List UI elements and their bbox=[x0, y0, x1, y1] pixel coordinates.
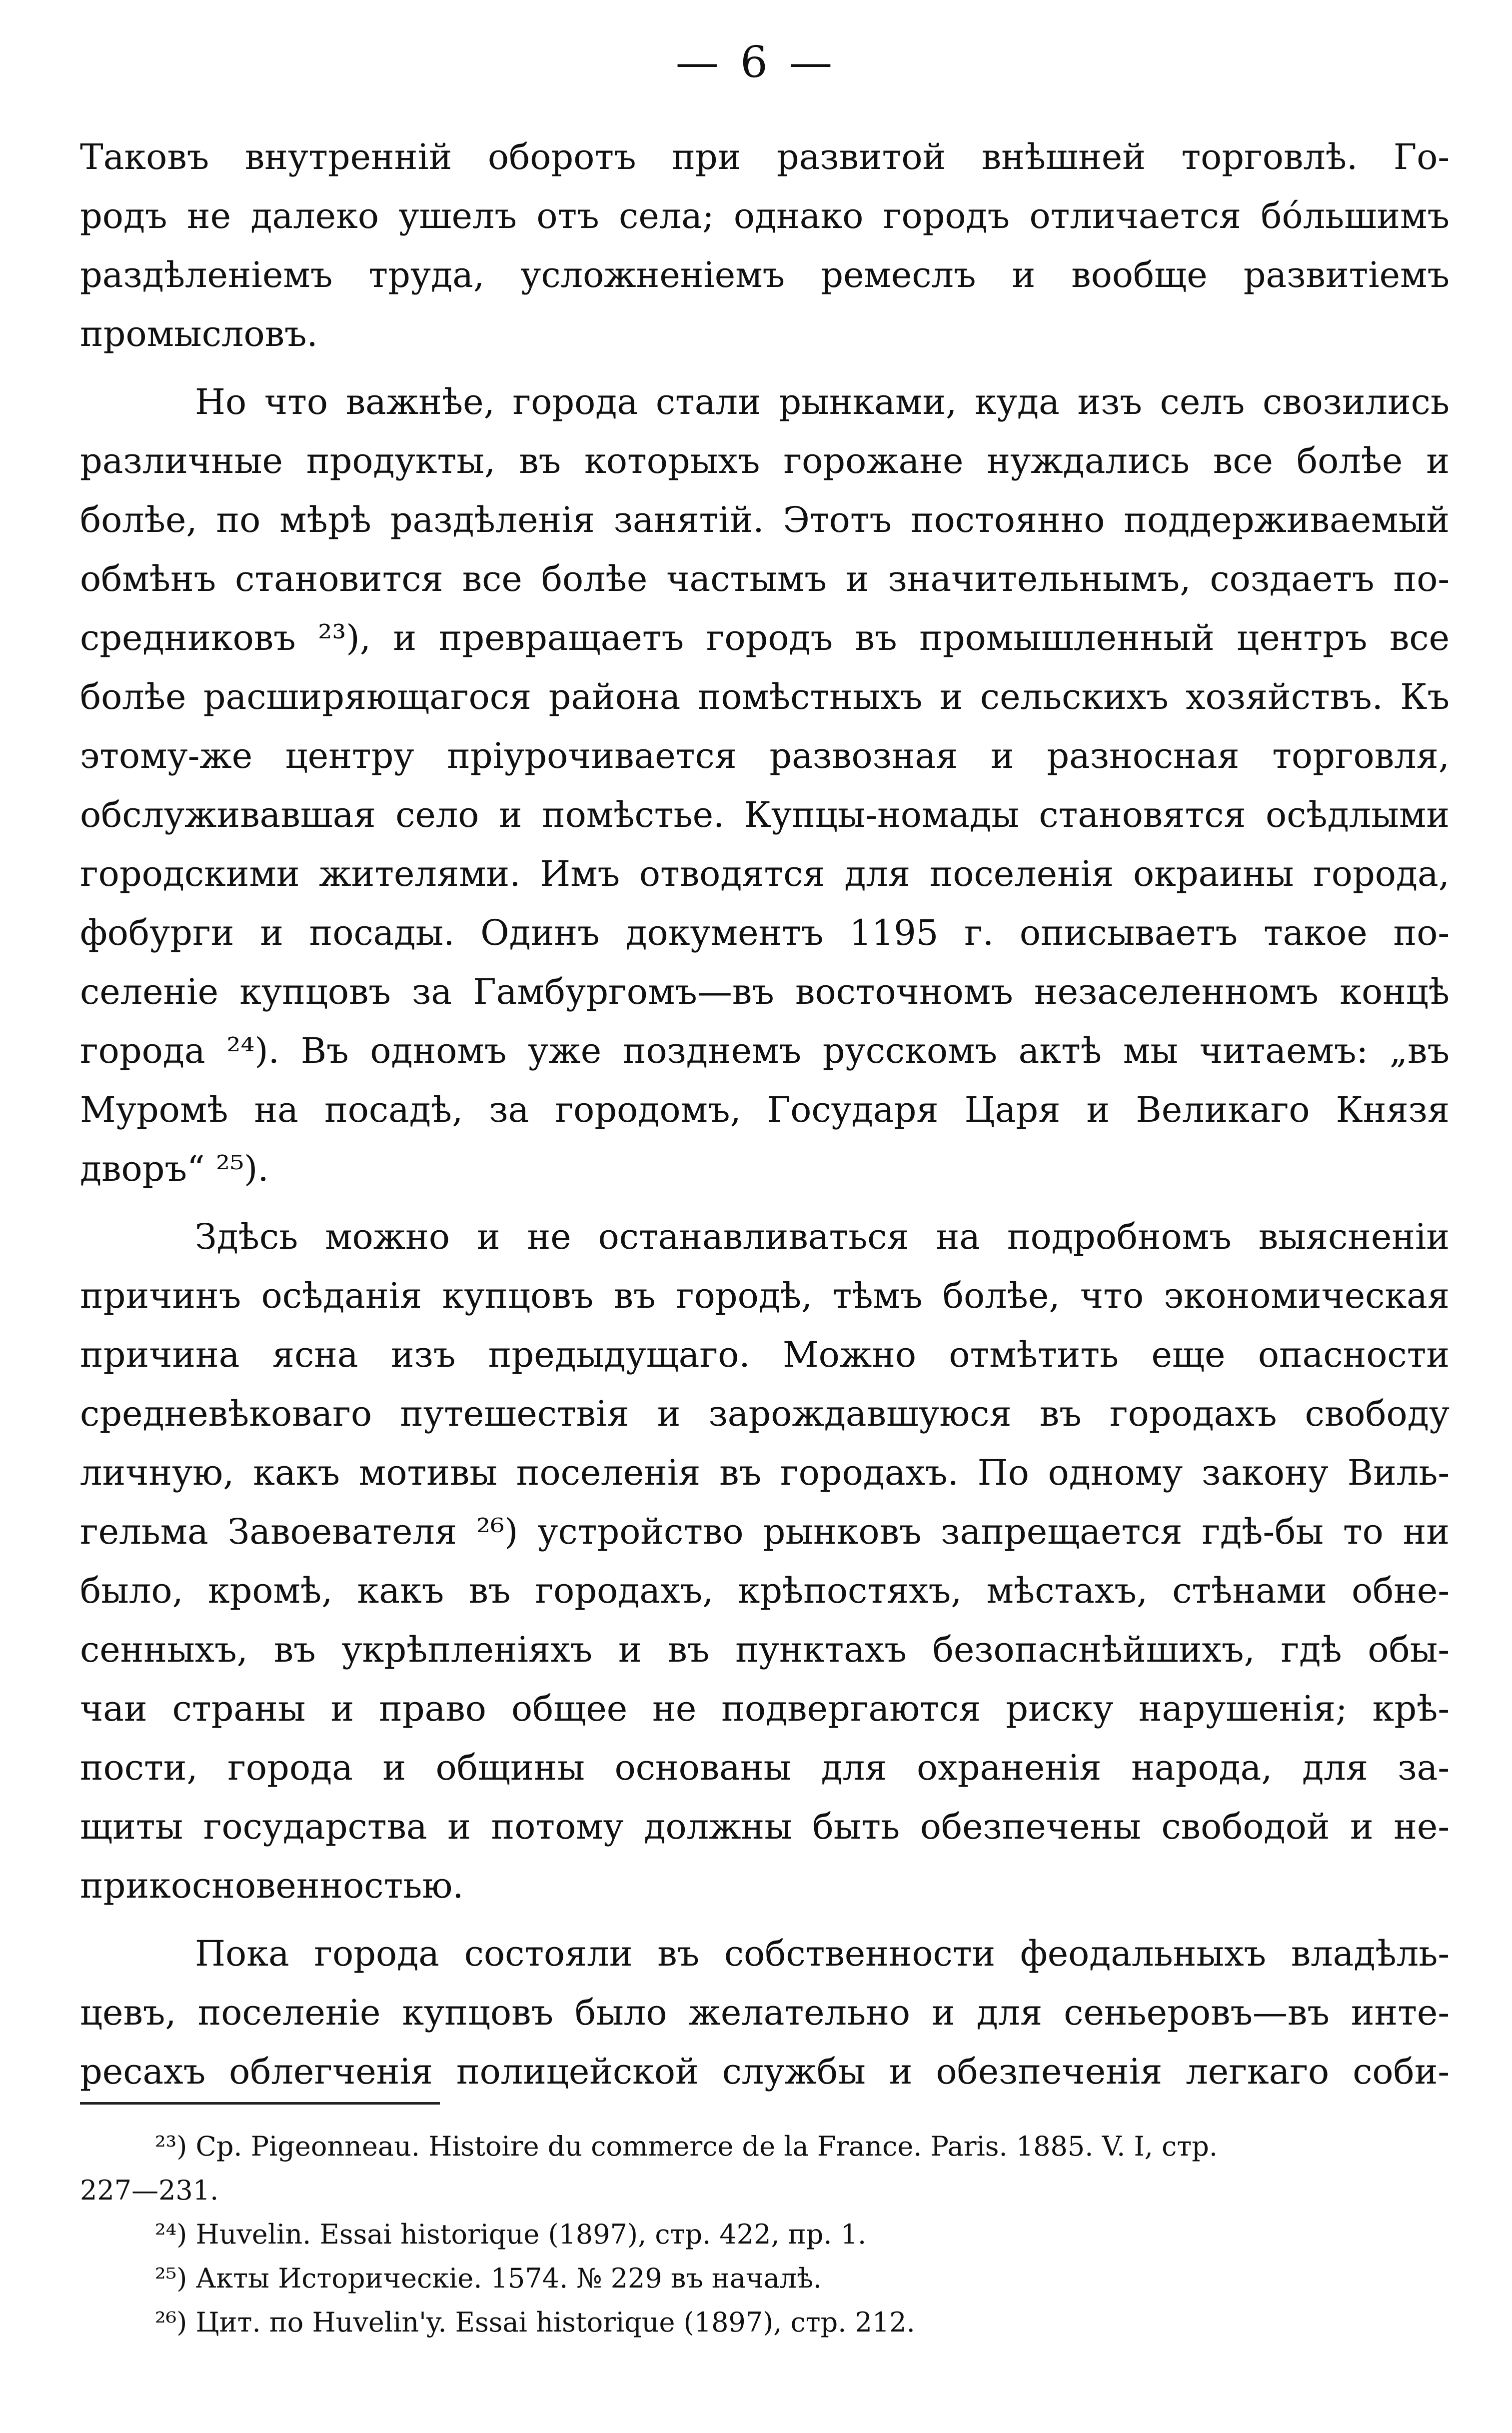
text-line: города ²⁴). Въ одномъ уже позднемъ русскомъ актѣ мы читаемъ: „въ bbox=[80, 1030, 1450, 1071]
text-line: Муромѣ на посадѣ, за городомъ, Государя Царя и Великаго Князя bbox=[80, 1089, 1450, 1130]
text-line: прикосновенностью. bbox=[80, 1865, 464, 1906]
text-line: Но что важнѣе, города стали рынками, куда изъ селъ свозились bbox=[195, 381, 1450, 422]
text-line: Таковъ внутренній оборотъ при развитой внѣшней торговлѣ. Го- bbox=[80, 136, 1450, 177]
text-line: селеніе купцовъ за Гамбургомъ—въ восточномъ незаселенномъ концѣ bbox=[80, 971, 1450, 1012]
text-line: было, кромѣ, какъ въ городахъ, крѣпостяхъ, мѣстахъ, стѣнами обне- bbox=[80, 1570, 1450, 1611]
text-line: гельма Завоевателя ²⁶) устройство рынковъ запрещается гдѣ-бы то ни bbox=[80, 1511, 1450, 1552]
text-line: чаи страны и право общее не подвергаются риску нарушенія; крѣ- bbox=[80, 1688, 1450, 1729]
footnote-24: ²⁴) Huvelin. Essai historique (1897), стр. 422, пр. 1. bbox=[155, 2219, 867, 2250]
text-line: ресахъ облегченія полицейской службы и обезпеченія легкаго соби- bbox=[80, 2051, 1450, 2092]
text-line: причинъ осѣданія купцовъ въ городѣ, тѣмъ болѣе, что экономическая bbox=[80, 1275, 1450, 1316]
text-line: щиты государства и потому должны быть обезпечены свободой и не- bbox=[80, 1806, 1450, 1847]
paragraph-4 bbox=[80, 1924, 1450, 2101]
text-line: болѣе, по мѣрѣ раздѣленія занятій. Этотъ постоянно поддерживаемый bbox=[80, 499, 1450, 540]
footnote-23-continuation: 227—231. bbox=[80, 2175, 219, 2206]
page-number: — 6 — bbox=[675, 37, 837, 87]
text-line: болѣе расширяющагося района помѣстныхъ и сельскихъ хозяйствъ. Къ bbox=[80, 676, 1450, 717]
footnote-25: ²⁵) Акты Историческіе. 1574. № 229 въ началѣ. bbox=[155, 2263, 822, 2294]
text-line: родъ не далеко ушелъ отъ села; однако городъ отличается бóльшимъ bbox=[80, 195, 1450, 236]
footnote-divider bbox=[80, 2102, 440, 2105]
text-line: цевъ, поселеніе купцовъ было желательно и для сеньеровъ—въ инте- bbox=[80, 1992, 1450, 2033]
footnote-23: ²³) Ср. Pigeonneau. Histoire du commerce de la France. Paris. 1885. V. I, стр. bbox=[155, 2131, 1218, 2162]
text-line: дворъ“ ²⁵). bbox=[80, 1148, 269, 1189]
text-line: промысловъ. bbox=[80, 313, 318, 354]
text-line: Пока города состояли въ собственности феодальныхъ владѣль- bbox=[195, 1933, 1450, 1974]
text-line: средневѣковаго путешествія и зарождавшуюся въ городахъ свободу bbox=[80, 1393, 1450, 1434]
text-line: сенныхъ, въ укрѣпленіяхъ и въ пунктахъ безопаснѣйшихъ, гдѣ обы- bbox=[80, 1629, 1450, 1670]
paragraph-2 bbox=[80, 372, 1450, 1198]
main-text bbox=[80, 127, 1450, 2101]
text-line: раздѣленіемъ труда, усложненіемъ ремеслъ и вообще развитіемъ bbox=[80, 254, 1450, 295]
text-line: пости, города и общины основаны для охраненія народа, для за- bbox=[80, 1747, 1450, 1788]
paragraph-1 bbox=[80, 127, 1450, 363]
footnote-26: ²⁶) Цит. по Huvelin'y. Essai historique (1897), стр. 212. bbox=[155, 2307, 915, 2338]
text-line: причина ясна изъ предыдущаго. Можно отмѣтить еще опасности bbox=[80, 1334, 1450, 1375]
text-line: Здѣсь можно и не останавливаться на подробномъ выясненіи bbox=[195, 1216, 1450, 1257]
text-line: обслуживавшая село и помѣстье. Купцы-номады становятся осѣдлыми bbox=[80, 794, 1450, 835]
footnotes bbox=[80, 2125, 1450, 2345]
text-line: городскими жителями. Имъ отводятся для поселенія окраины города, bbox=[80, 853, 1450, 894]
text-line: различные продукты, въ которыхъ горожане нуждались все болѣе и bbox=[80, 440, 1450, 481]
text-line: этому-же центру пріурочивается развозная и разносная торговля, bbox=[80, 735, 1450, 776]
text-line: обмѣнъ становится все болѣе частымъ и значительнымъ, создаетъ по- bbox=[80, 558, 1450, 599]
text-line: личную, какъ мотивы поселенія въ городахъ. По одному закону Виль- bbox=[80, 1452, 1450, 1493]
text-line: фобурги и посады. Одинъ документъ 1195 г. описываетъ такое по- bbox=[80, 912, 1450, 953]
paragraph-3 bbox=[80, 1207, 1450, 1915]
text-line: средниковъ ²³), и превращаетъ городъ въ промышленный центръ все bbox=[80, 617, 1450, 658]
